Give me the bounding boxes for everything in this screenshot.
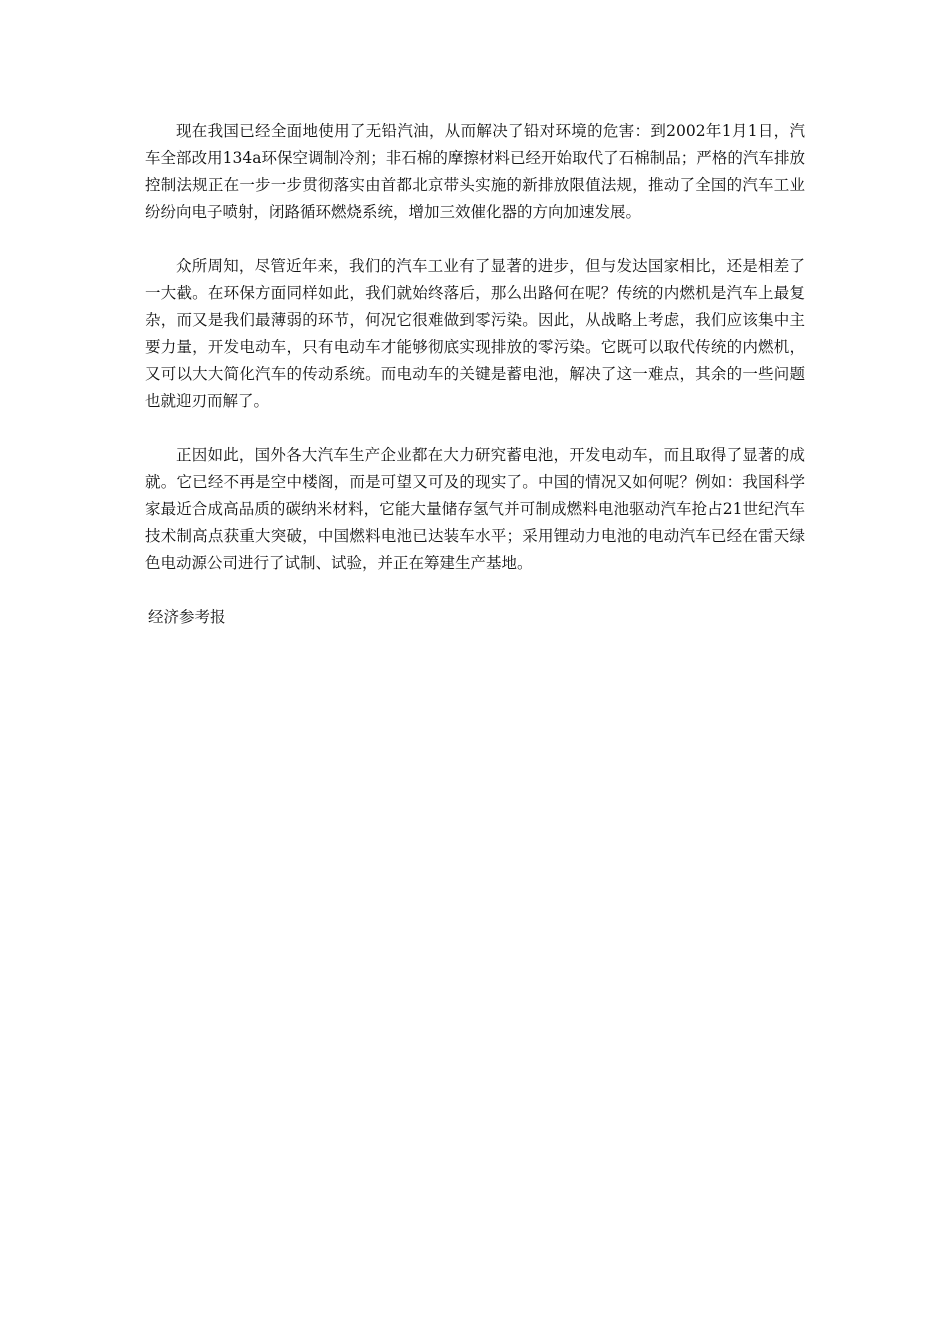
document-body: [145, 118, 805, 631]
paragraph-electric-vehicle-strategy: 众所周知，尽管近年来，我们的汽车工业有了显著的进步，但与发达国家相比，还是相差了一大截。在环保方面同样如此，我们就始终落后，那么出路何在呢？传统的内燃机是汽车上最复杂，而又是我们最薄弱的环节，何况它很难做到零污染。因此，从战略上考虑，我们应该集中主要力量，开发电动车，只有电动车才能够彻底实现排放的零污染。它既可以取代传统的内燃机，又可以大大简化汽车的传动系统。而电动车的关键是蓄电池，解决了这一难点，其余的一些问题也就迎刃而解了。: [145, 257, 805, 410]
paragraph-battery-research: 正因如此，国外各大汽车生产企业都在大力研究蓄电池，开发电动车，而且取得了显著的成就。它已经不再是空中楼阁，而是可望又可及的现实了。中国的情况又如何呢？例如：我国科学家最近合成高品质的碳纳米材料，它能大量储存氢气并可制成燃料电池驱动汽车抢占21世纪汽车技术制高点获重大突破，中国燃料电池已达装车水平；采用锂动力电池的电动汽车已经在雷天绿色电动源公司进行了试制、试验，并正在筹建生产基地。: [145, 446, 805, 572]
source-attribution: 经济参考报: [148, 608, 226, 626]
paragraph-unleaded-fuel: 现在我国已经全面地使用了无铅汽油，从而解决了铅对环境的危害：到2002年1月1日，汽车全部改用134a环保空调制冷剂；非石棉的摩擦材料已经开始取代了石棉制品；严格的汽车排放控制法规正在一步一步贯彻落实由首都北京带头实施的新排放限值法规，推动了全国的汽车工业纷纷向电子喷射，闭路循环燃烧系统，增加三效催化器的方向加速发展。: [145, 122, 805, 221]
